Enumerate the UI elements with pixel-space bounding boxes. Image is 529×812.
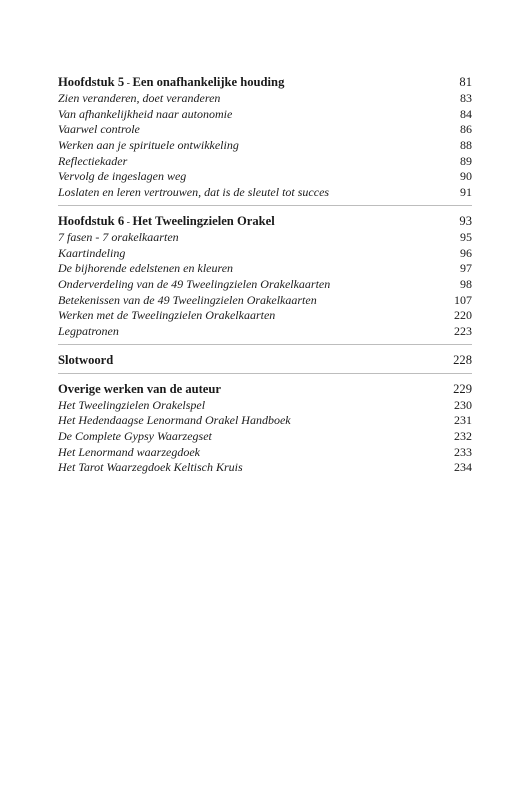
toc-entry <box>58 246 472 262</box>
page-number: 223 <box>454 323 472 338</box>
entry-title: Legpatronen <box>58 323 119 338</box>
entry-title: Het Tweelingzielen Orakelspel <box>58 397 206 412</box>
page-number: 91 <box>460 185 472 200</box>
toc-entry <box>58 398 472 414</box>
entry-title: Onderverdeling van de 49 Tweelingzielen Orakelkaarten <box>58 276 331 291</box>
toc-entry <box>58 122 472 138</box>
page-number: 90 <box>460 169 472 184</box>
page-number: 95 <box>460 229 472 244</box>
page-number: 231 <box>454 413 472 428</box>
entry-title: Vervolg de ingeslagen weg <box>58 169 187 184</box>
toc-entry <box>58 261 472 277</box>
chapter-title: Een onafhankelijke houding <box>132 75 285 89</box>
toc-section-chapter-6 <box>58 212 472 345</box>
toc-entry <box>58 107 472 123</box>
page-number: 93 <box>459 213 472 228</box>
toc-heading <box>58 380 472 398</box>
entry-title: Het Hedendaagse Lenormand Orakel Handboek <box>58 413 291 428</box>
toc-entry <box>58 230 472 246</box>
page-number: 220 <box>454 308 472 323</box>
toc-entry <box>58 308 472 324</box>
entry-title: De Complete Gypsy Waarzegset <box>58 429 212 443</box>
toc-entry <box>58 185 472 201</box>
toc-section-slotwoord <box>58 351 472 374</box>
entry-title: Van afhankelijkheid naar autonomie <box>58 106 233 121</box>
toc-entry <box>58 324 472 340</box>
page-number: 229 <box>453 381 472 396</box>
chapter-title: Slotwoord <box>58 352 114 367</box>
page-number: 98 <box>460 276 472 291</box>
toc-entry <box>58 154 472 170</box>
page-number: 233 <box>454 444 472 459</box>
page-number: 81 <box>459 75 472 89</box>
toc-entry <box>58 413 472 429</box>
entry-title: De bijhorende edelstenen en kleuren <box>58 261 234 276</box>
toc-heading <box>58 212 472 230</box>
toc-entry <box>58 277 472 293</box>
entry-title: 7 fasen - 7 orakelkaarten <box>58 229 179 244</box>
entry-title: Loslaten en leren vertrouwen, dat is de sleutel tot succes <box>58 185 330 200</box>
toc-entry <box>58 91 472 107</box>
toc-entry <box>58 429 472 445</box>
page-number: 107 <box>454 292 472 307</box>
page-number: 86 <box>460 122 472 137</box>
toc-heading <box>58 73 472 91</box>
toc-entry <box>58 169 472 185</box>
page-number: 228 <box>453 352 472 367</box>
chapter-separator: - <box>124 216 133 228</box>
page-number: 234 <box>454 460 472 475</box>
page-number: 232 <box>454 429 472 443</box>
page-number: 96 <box>460 245 472 260</box>
page-number: 88 <box>460 138 472 153</box>
entry-title: Werken aan je spirituele ontwikkeling <box>58 138 239 153</box>
page-number: 83 <box>460 91 472 105</box>
entry-title: Het Tarot Waarzegdoek Keltisch Kruis <box>58 460 243 475</box>
entry-title: Betekenissen van de 49 Tweelingzielen Orakelkaarten <box>58 292 317 307</box>
table-of-contents <box>58 73 472 486</box>
entry-title: Zien veranderen, doet veranderen <box>58 91 221 105</box>
chapter-title: Het Tweelingzielen Orakel <box>132 213 275 228</box>
chapter-number: Hoofdstuk 6 <box>58 213 125 228</box>
entry-title: Reflectiekader <box>58 153 128 168</box>
entry-title: Vaarwel controle <box>58 122 140 137</box>
chapter-title: Overige werken van de auteur <box>58 381 221 396</box>
toc-heading <box>58 351 472 369</box>
page-number: 89 <box>460 153 472 168</box>
page-number: 84 <box>460 106 472 121</box>
entry-title: Kaartindeling <box>58 245 126 260</box>
toc-section-overige-werken <box>58 380 472 480</box>
page-number: 230 <box>454 397 472 412</box>
toc-entry <box>58 138 472 154</box>
entry-title: Werken met de Tweelingzielen Orakelkaarten <box>58 308 276 323</box>
chapter-number: Hoofdstuk 5 <box>58 75 125 89</box>
toc-entry <box>58 293 472 309</box>
chapter-separator: - <box>124 78 133 89</box>
toc-entry <box>58 460 472 476</box>
page-number: 97 <box>460 261 472 276</box>
toc-section-chapter-5 <box>58 73 472 206</box>
toc-entry <box>58 445 472 461</box>
entry-title: Het Lenormand waarzegdoek <box>58 444 200 459</box>
